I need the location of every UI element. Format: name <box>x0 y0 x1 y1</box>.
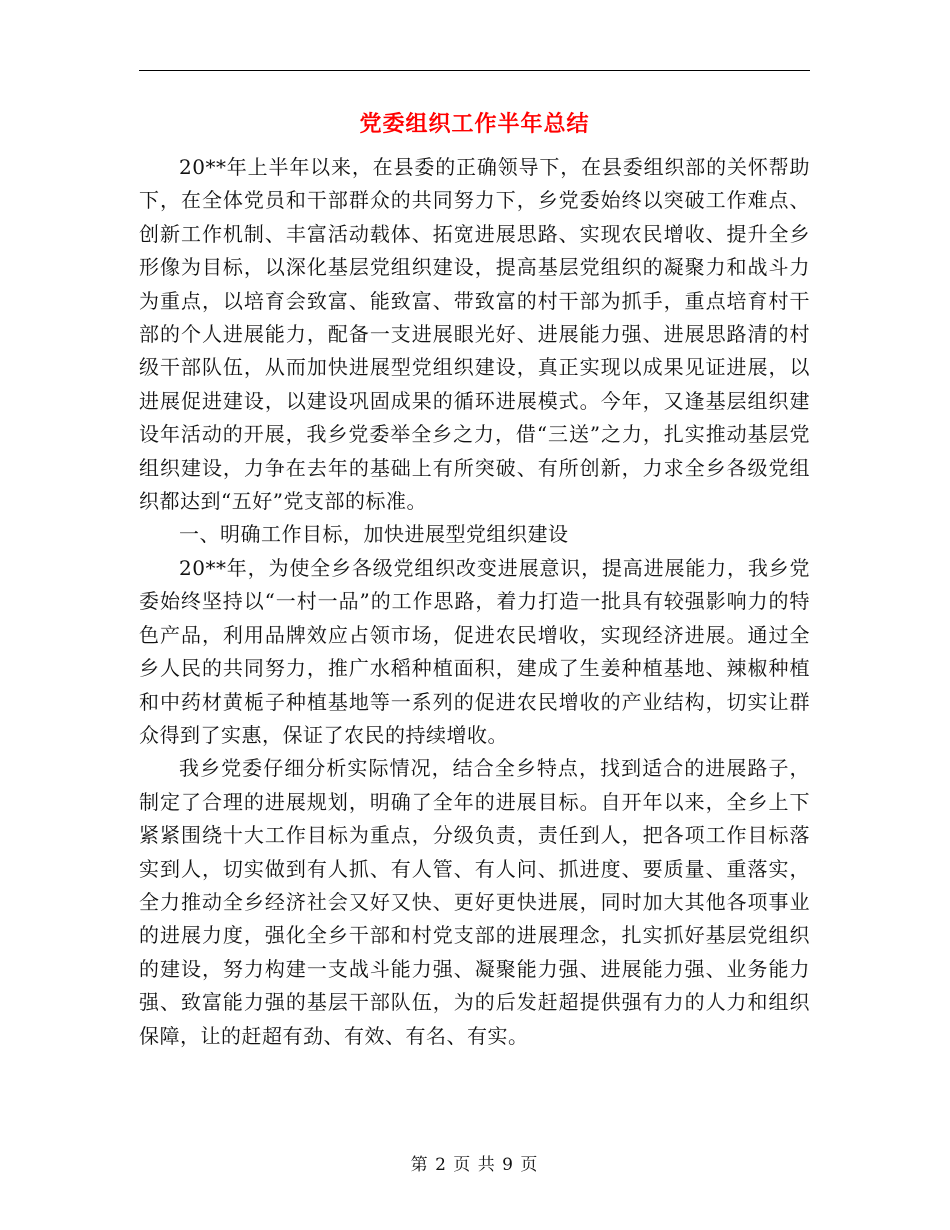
page-number-footer: 第 2 页 共 9 页 <box>410 1155 539 1175</box>
paragraph-section-1-continued: 我乡党委仔细分析实际情况，结合全乡特点，找到适合的进展路子，制定了合理的进展规划，明确了全年的进展目标。自开年以来，全乡上下紧紧围绕十大工作目标为重点，分级负责，责任到人，把各项工作目标落实到人，切实做到有人抓、有人管、有人问、抓进度、要质量、重落实，全力推动全乡经济社会又好又快、更好更快进展，同时加大其他各项事业的进展力度，强化全乡干部和村党支部的进展理念，扎实抓好基层党组织的建设，努力构建一支战斗能力强、凝聚能力强、进展能力强、业务能力强、致富能力强的基层干部队伍，为的后发赶超提供强有力的人力和组织保障，让的赶超有劲、有效、有名、有实。 <box>139 756 810 1048</box>
document-title: 党委组织工作半年总结 <box>359 111 590 137</box>
paragraph-intro: 20**年上半年以来，在县委的正确领导下，在县委组织部的关怀帮助下，在全体党员和干部群众的共同努力下，乡党委始终以突破工作难点、创新工作机制、丰富活动载体、拓宽进展思路、实现农民增收、提升全乡形像为目标，以深化基层党组织建设，提高基层党组织的凝聚力和战斗力为重点，以培育会致富、能致富、带致富的村干部为抓手，重点培育村干部的个人进展能力，配备一支进展眼光好、进展能力强、进展思路清的村级干部队伍，从而加快进展型党组织建设，真正实现以成果见证进展，以进展促进建设，以建设巩固成果的循环进展模式。今年，又逢基层组织建设年活动的开展，我乡党委举全乡之力，借“三送”之力，扎实推动基层党组织建设，力争在去年的基础上有所突破、有所创新，力求全乡各级党组织都达到“五好”党支部的标准。 <box>139 155 810 514</box>
paragraph-section-1: 20**年，为使全乡各级党组织改变进展意识，提高进展能力，我乡党委始终坚持以“一村一品”的工作思路，着力打造一批具有较强影响力的特色产品，利用品牌效应占领市场，促进农民增收，实现经济进展。通过全乡人民的共同努力，推广水稻种植面积，建成了生姜种植基地、辣椒种植和中药材黄栀子种植基地等一系列的促进农民增收的产业结构，切实让群众得到了实惠，保证了农民的持续增收。 <box>139 555 810 747</box>
document-body <box>139 151 810 1053</box>
header-rule <box>139 70 810 71</box>
section-heading-1: 一、明确工作目标，加快进展型党组织建设 <box>179 522 569 547</box>
